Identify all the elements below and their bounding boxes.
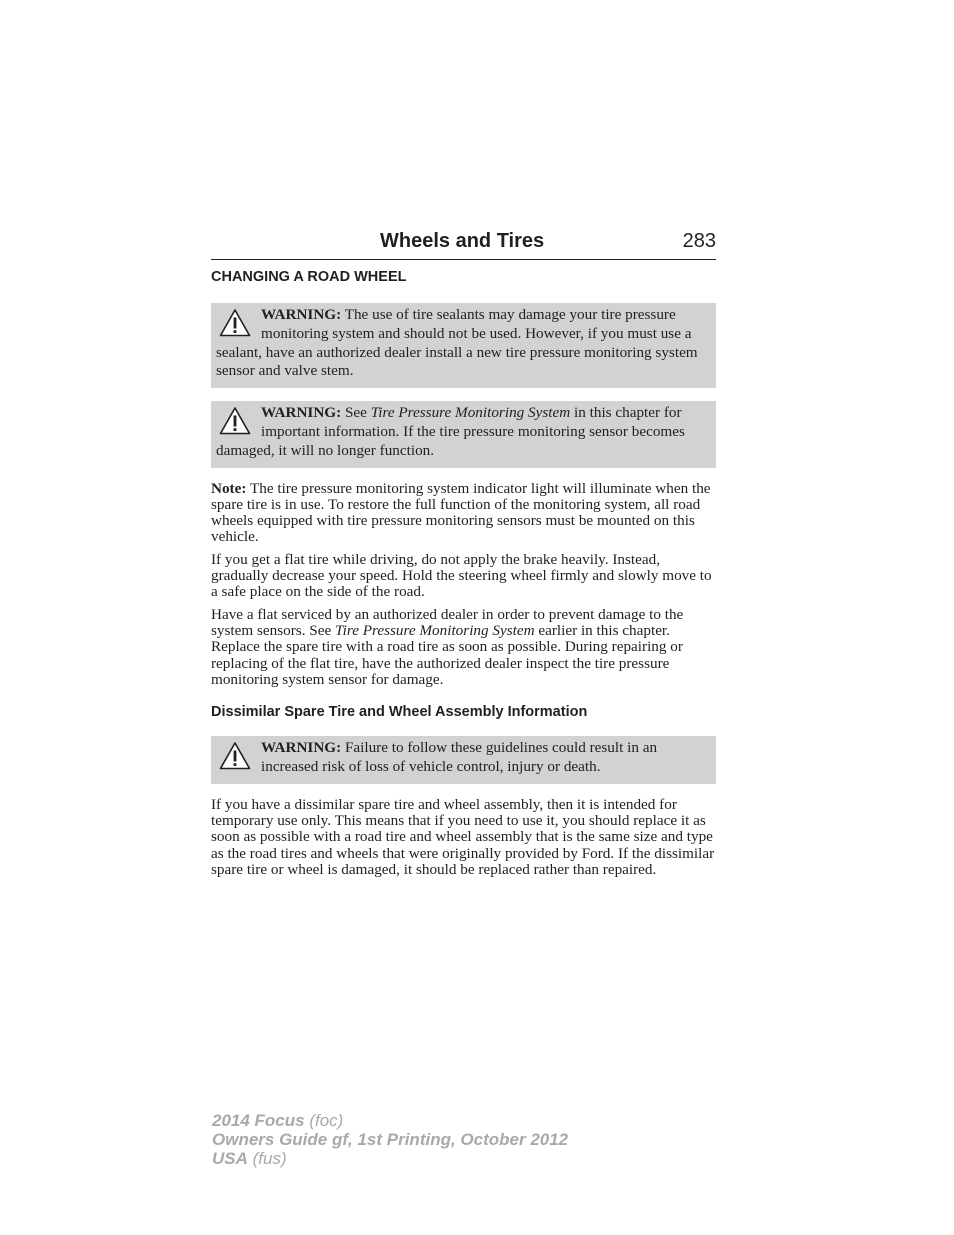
warning-box-sensor	[211, 401, 716, 467]
footer-line-market: USA (fus)	[212, 1149, 287, 1168]
footer-line-edition: Owners Guide gf, 1st Printing, October 2012	[212, 1130, 569, 1149]
warning-label: WARNING:	[261, 739, 342, 757]
cross-reference-link: Tire Pressure Monitoring System	[370, 404, 571, 422]
subsection-heading: Dissimilar Spare Tire and Wheel Assembly Information	[211, 704, 588, 721]
note-label: Note:	[211, 479, 247, 497]
page-footer	[212, 1111, 568, 1168]
dissimilar-paragraph: If you have a dissimilar spare tire and wheel assembly, then it is intended for temporary use only. This means that if you need to use it, you should replace it as soon as possible with a road tire and wheel assembly that is the same size and type as the road tires and wheels that were originally provided by Ford. If the dissimilar spare tire or wheel is damaged, it should be replaced rather than repaired.	[211, 795, 715, 878]
note-paragraph	[211, 481, 716, 546]
warning-box-sealant	[211, 303, 716, 388]
service-text: earlier in this chapter. Replace the spare tire with a road tire as soon as possible. During repairing or replacing of the flat tire, have the authorized dealer inspect the tire pressure monitoring system sensor for damage.	[211, 621, 683, 688]
warning-label: WARNING:	[261, 306, 342, 323]
warning-text: The use of tire sealants may damage your tire pressure monitoring system and should not be used. However, if you must use a sealant, have an authorized dealer install a new tire pressure monitoring system sensor and valve stem.	[216, 306, 698, 380]
note-text: The tire pressure monitoring system indicator light will illuminate when the spare tire is in use. To restore the full function of the monitoring system, all road wheels equipped with tire pressure monitoring sensors must be mounted on this vehicle.	[211, 479, 711, 546]
footer-line-model: 2014 Focus (foc)	[212, 1111, 344, 1130]
flat-tire-paragraph: If you get a flat tire while driving, do not apply the brake heavily. Instead, gradually decrease your speed. Hold the steering wheel firmly and slowly move to a safe place on the side of the road.	[211, 550, 712, 601]
warning-text: See	[344, 404, 367, 422]
warning-triangle-icon	[219, 406, 251, 436]
section-heading: CHANGING A ROAD WHEEL	[211, 269, 407, 285]
page-header	[211, 229, 716, 260]
warning-box-guidelines	[211, 736, 716, 784]
service-text: Have a flat serviced by an authorized dealer in order to prevent damage to the system sensors. See	[211, 605, 684, 639]
warning-text: in this chapter for important information. If the tire pressure monitoring sensor becomes damaged, it will no longer function.	[216, 404, 685, 459]
page-number: 283	[682, 230, 716, 252]
warning-triangle-icon	[219, 308, 251, 338]
page-content	[211, 267, 716, 884]
warning-triangle-icon	[219, 741, 251, 771]
warning-label: WARNING:	[261, 404, 342, 422]
cross-reference-link: Tire Pressure Monitoring System	[335, 621, 535, 639]
service-paragraph	[211, 607, 716, 688]
chapter-title: Wheels and Tires	[380, 230, 545, 252]
warning-text: Failure to follow these guidelines could result in an increased risk of loss of vehicle control, injury or death.	[261, 739, 658, 775]
